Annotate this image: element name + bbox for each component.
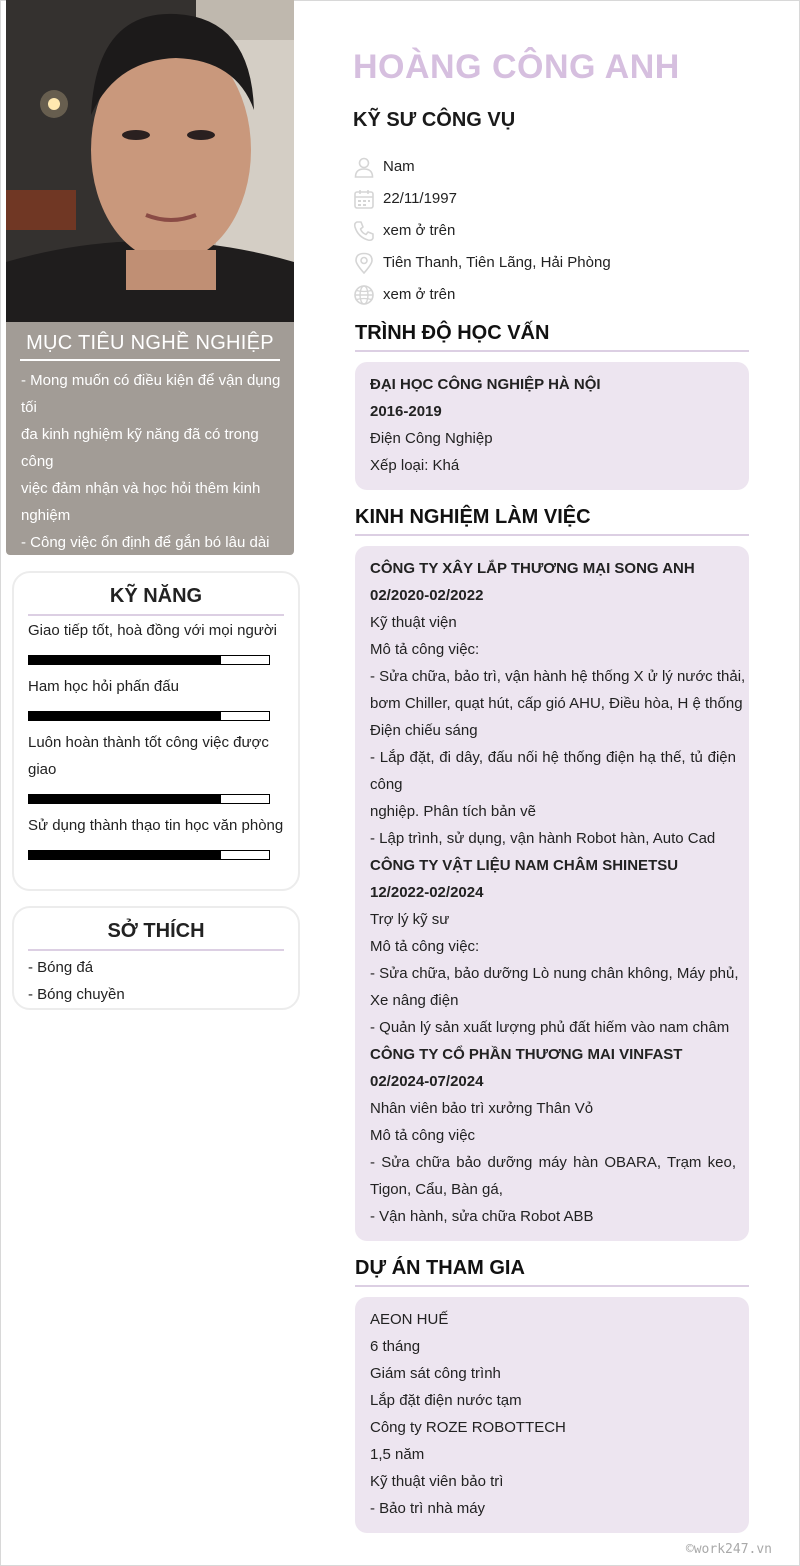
location-pin-icon [353,252,375,274]
project-line: Kỹ thuật viên bảo trì [370,1473,504,1490]
hobby-item: - Bóng đá [28,959,94,976]
project-line: - Bảo trì nhà máy [370,1500,486,1517]
job-title: KỸ SƯ CÔNG VỤ [353,109,516,131]
objective-line: - Mong muốn có điều kiện để vận dụng [21,372,281,389]
hobby-item: - Bóng chuyền [28,986,125,1003]
skill-label: Giao tiếp tốt, hoà đồng với mọi người [28,622,278,639]
projects-box [355,1297,749,1533]
objective-line: công [21,453,54,470]
candidate-name: HOÀNG CÔNG ANH [353,48,680,86]
description-label: Mô tả công việc: [370,641,480,658]
projects-title: DỰ ÁN THAM GIA [355,1257,525,1279]
description-line: bơm Chiller, quạt hút, cấp gió AHU, Điều hòa, H ệ thống [370,695,743,712]
description-line: - Sửa chữa, bảo dưỡng Lò nung chân không, Máy phủ, [370,965,739,982]
experience-section-title [355,506,749,529]
company-name: CÔNG TY CỔ PHẦN THƯƠNG MAI VINFAST [370,1046,683,1063]
skill-level-bar [28,711,270,721]
description-line: - Vận hành, sửa chữa Robot ABB [370,1208,594,1225]
experience-title: KINH NGHIỆM LÀM VIỆC [355,506,591,528]
description-line: - Quản lý sản xuất lượng phủ đất hiếm vào nam châm [370,1019,730,1036]
work-period: 02/2020-02/2022 [370,587,484,604]
objective-line: tối [21,399,37,416]
school-name: ĐẠI HỌC CÔNG NGHIỆP HÀ NỘI [370,376,601,393]
career-objective-title: MỤC TIÊU NGHỀ NGHIỆP [26,332,274,354]
career-objective-section [6,322,294,555]
work-period: 02/2024-07/2024 [370,1073,484,1090]
description-line: - Sửa chữa, bảo trì, vận hành hệ thống X ử lý nước thải, [370,668,746,685]
skill-item [28,729,288,783]
description-line: công [370,776,403,793]
person-icon [353,156,375,178]
skill-item [28,673,288,700]
website-text: xem ở trên [383,286,456,303]
objective-line: - Công việc ổn định để gắn bó lâu dài [21,534,270,551]
experience-box [355,546,749,1241]
phone-text: xem ở trên [383,222,456,239]
company-name: CÔNG TY VẬT LIỆU NAM CHÂM SHINETSU [370,857,679,874]
experience-divider [355,534,749,536]
address-text: Tiên Thanh, Tiên Lãng, Hải Phòng [383,254,611,271]
hobbies-title: SỞ THÍCH [107,920,205,942]
description-line: Xe nâng điện [370,992,459,1009]
skill-level-fill [29,795,221,803]
work-period: 12/2022-02/2024 [370,884,484,901]
projects-divider [355,1285,749,1287]
skill-level-bar [28,655,270,665]
skill-level-fill [29,712,221,720]
education-box [355,362,749,490]
project-line: Lắp đặt điện nước tạm [370,1392,522,1409]
description-label: Mô tả công việc [370,1127,476,1144]
skill-label: giao [28,761,57,778]
hobbies-divider [28,949,284,951]
skill-level-bar [28,850,270,860]
project-line: Giám sát công trình [370,1365,501,1382]
globe-icon [353,284,375,306]
project-line: Công ty ROZE ROBOTTECH [370,1419,566,1436]
birthday-text: 22/11/1997 [383,190,457,207]
watermark: ©work247.vn [685,1542,772,1557]
objective-line: nghiệm [21,507,71,524]
description-line: - Sửa chữa bảo dưỡng máy hàn OBARA, Trạm keo, [370,1154,736,1171]
skill-item [28,812,288,839]
grade: Xếp loại: Khá [370,457,460,474]
hobbies-section [12,906,300,1010]
position: Nhân viên bảo trì xưởng Thân Vỏ [370,1100,594,1117]
study-period: 2016-2019 [370,403,442,420]
hobbies-list [28,954,125,1008]
position: Trợ lý kỹ sư [370,911,450,928]
skill-level-fill [29,851,221,859]
phone-icon [353,220,375,242]
description-line: nghiệp. Phân tích bản vẽ [370,803,536,820]
skills-divider [28,614,284,616]
project-line: 1,5 năm [370,1446,425,1463]
objective-line: đa kinh nghiệm kỹ năng đã có trong [21,426,259,443]
project-line: AEON HUẾ [370,1311,449,1328]
description-line: Tigon, Cẩu, Bàn gá, [370,1181,503,1198]
skill-level-bar [28,794,270,804]
company-name: CÔNG TY XÂY LẮP THƯƠNG MẠI SONG ANH [370,560,695,577]
profile-photo [6,0,294,322]
position: Kỹ thuật viện [370,614,457,631]
description-line: - Lập trình, sử dụng, vận hành Robot hàn, Auto Cad [370,830,716,847]
projects-section-title [355,1257,749,1280]
career-objective-text [21,367,281,556]
description-label: Mô tả công việc: [370,938,480,955]
career-objective-divider [20,359,280,361]
skill-label: Ham học hỏi phấn đấu [28,678,179,695]
objective-line: việc đảm nhận và học hỏi thêm kinh [21,480,261,497]
skill-item [28,617,288,644]
skill-label: Sử dụng thành thạo tin học văn phòng [28,817,284,834]
skill-label: Luôn hoàn thành tốt công việc được [28,734,269,751]
project-line: 6 tháng [370,1338,421,1355]
skill-level-fill [29,656,221,664]
description-line: - Lắp đặt, đi dây, đấu nối hệ thống điện hạ thế, tủ điện [370,749,736,766]
education-section-title [355,322,749,345]
education-divider [355,350,749,352]
education-title: TRÌNH ĐỘ HỌC VẤN [355,322,550,344]
calendar-icon [353,188,375,210]
gender-text: Nam [383,158,415,175]
skills-section [12,571,300,891]
major: Điện Công Nghiệp [370,430,493,447]
skills-title: KỸ NĂNG [109,585,203,607]
description-line: Điện chiếu sáng [370,722,478,739]
